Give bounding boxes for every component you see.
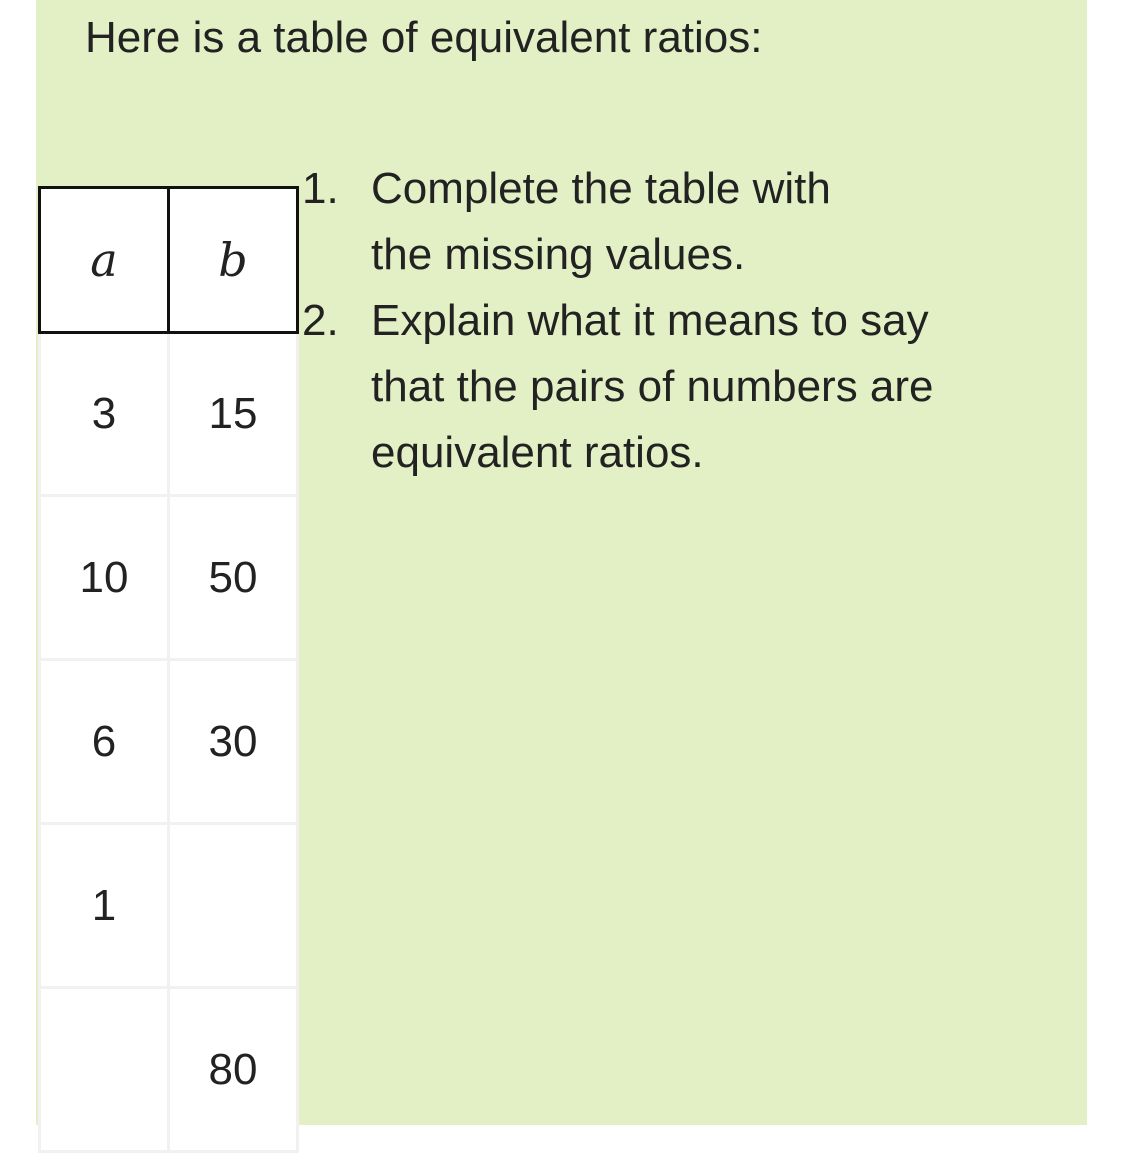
intro-text: Here is a table of equivalent ratios: [85, 13, 763, 62]
cell-a: 6 [40, 660, 169, 824]
question-line: equivalent ratios. [371, 428, 704, 477]
header-b: b [169, 188, 298, 333]
question-list [300, 156, 1071, 486]
table-row [40, 333, 298, 496]
question-line: Complete the table with [371, 164, 831, 213]
question-line: that the pairs of numbers are [371, 362, 934, 411]
cell-a: 1 [40, 824, 169, 988]
ratio-table [38, 186, 299, 1153]
cell-b: 50 [169, 496, 298, 660]
cell-a: 10 [40, 496, 169, 660]
cell-b: 80 [169, 988, 298, 1152]
table-row [40, 496, 298, 660]
question-number: 2. [302, 296, 339, 345]
table-header-row [40, 188, 298, 333]
cell-a-empty [40, 988, 169, 1152]
question-item [300, 156, 1071, 288]
cell-b: 30 [169, 660, 298, 824]
question-item [300, 288, 1071, 486]
question-line: Explain what it means to say [371, 296, 929, 345]
table-row [40, 824, 298, 988]
table-row [40, 988, 298, 1152]
table-row [40, 660, 298, 824]
cell-b: 15 [169, 333, 298, 496]
question-line: the missing values. [371, 230, 746, 279]
cell-b-empty [169, 824, 298, 988]
question-number: 1. [302, 164, 339, 213]
header-a: a [40, 188, 169, 333]
cell-a: 3 [40, 333, 169, 496]
